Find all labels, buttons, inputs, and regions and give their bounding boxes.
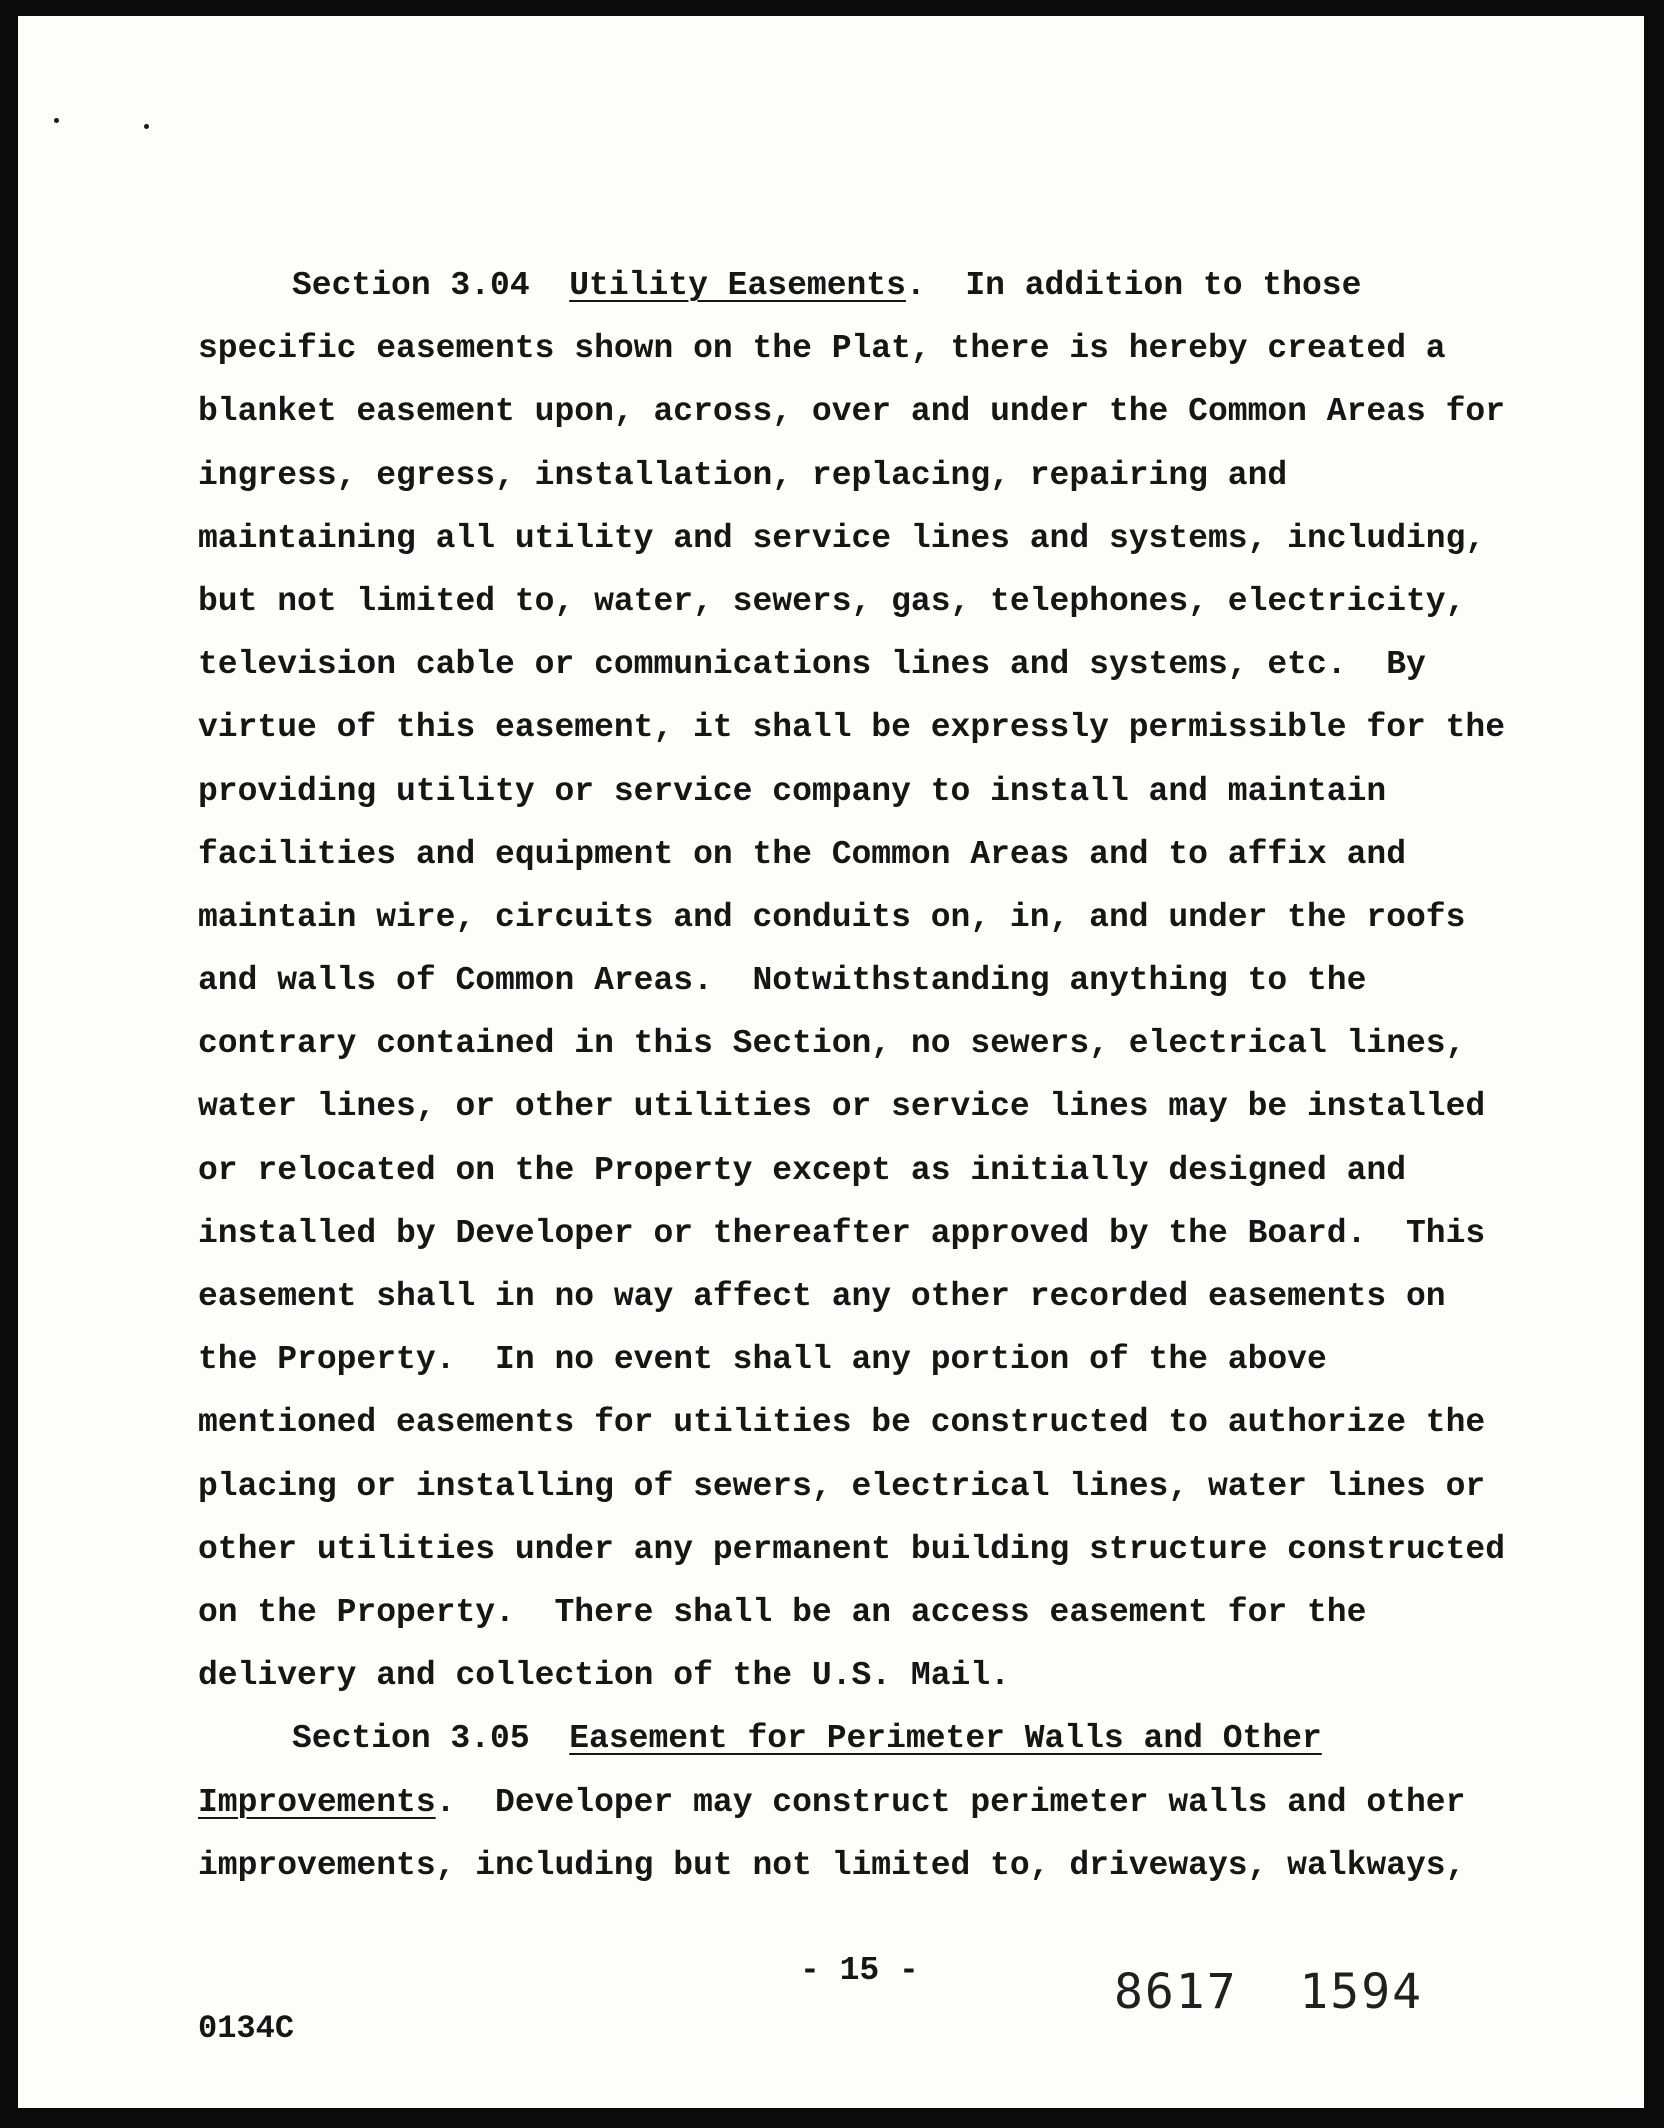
text-line [198,570,1498,633]
line-text: delivery and collection of the U.S. Mail. [198,1657,1010,1695]
text-line [198,1202,1498,1265]
line-text: other utilities under any permanent building structure constructed [198,1530,1506,1568]
line-text: contrary contained in this Section, no sewers, electrical lines, [198,1025,1466,1063]
line-text: improvements, including but not limited to, driveways, walkways, [198,1846,1466,1884]
line-text: water lines, or other utilities or service lines may be installed [198,1088,1486,1126]
line-text: on the Property. There shall be an access easement for the [198,1593,1367,1631]
text-line [198,823,1498,886]
line-text: virtue of this easement, it shall be expressly permissible for the [198,709,1506,747]
text-line [198,633,1498,696]
text-line [198,317,1498,380]
line-text: easement shall in no way affect any other recorded easements on [198,1278,1446,1315]
text-line [198,696,1506,759]
line-text: providing utility or service company to install and maintain [198,772,1387,810]
text-line [198,1328,1498,1391]
line-text: . Developer may construct perimeter walls and other [435,1783,1466,1821]
document-code: 0134C [198,2010,295,2047]
line-text: or relocated on the Property except as initially designed and [198,1151,1406,1189]
line-text: placing or installing of sewers, electrical lines, water lines or [198,1467,1486,1505]
page-number: - 15 - [800,1952,919,1989]
text-line [198,949,1498,1012]
text-line [198,1012,1498,1075]
line-text: specific easements shown on the Plat, there is hereby created a [198,330,1446,368]
line-text: mentioned easements for utilities be constructed to authorize the [198,1404,1486,1442]
line-text: . In addition to those [905,267,1362,304]
text-line [198,760,1498,823]
text-line [198,1139,1498,1202]
text-line [198,444,1498,507]
section-heading: Utility Easements [569,267,906,304]
body-text [198,254,1506,1897]
text-line [198,1075,1498,1138]
line-text: the Property. In no event shall any portion of the above [198,1341,1327,1379]
text-line [198,1644,1498,1707]
section-heading: Easement for Perimeter Walls and Other [569,1720,1322,1758]
section-number: Section 3.04 [292,267,570,304]
text-line [198,886,1498,949]
line-text: installed by Developer or thereafter approved by the Board. This [198,1214,1486,1252]
line-text: but not limited to, water, sewers, gas, telephones, electricity, [198,582,1466,620]
section-number: Section 3.05 [292,1720,570,1758]
text-line [198,380,1506,443]
text-line [198,1391,1498,1454]
line-text: and walls of Common Areas. Notwithstanding anything to the [198,962,1367,1000]
recording-stamp-number: 8617 1594 [1114,1964,1423,2020]
text-line [198,1265,1498,1328]
text-line [198,1581,1498,1644]
line-text: maintain wire, circuits and conduits on, in, and under the roofs [198,898,1466,936]
text-line [198,1771,1498,1834]
text-line [198,1518,1506,1581]
line-text: facilities and equipment on the Common Areas and to affix and [198,835,1406,873]
line-text: television cable or communications lines and systems, etc. By [198,646,1426,684]
document-page [18,16,1644,2108]
text-line [198,507,1498,570]
line-text: ingress, egress, installation, replacing, repairing and [198,456,1288,494]
text-line [198,1707,1498,1770]
text-line [198,1834,1498,1897]
text-line [198,254,1498,317]
scan-speck [144,124,149,129]
section-heading: Improvements [198,1783,436,1821]
text-line [198,1455,1498,1518]
line-text: maintaining all utility and service lines and systems, including, [198,519,1486,557]
line-text: blanket easement upon, across, over and under the Common Areas for [198,393,1506,431]
scan-speck [54,118,59,123]
